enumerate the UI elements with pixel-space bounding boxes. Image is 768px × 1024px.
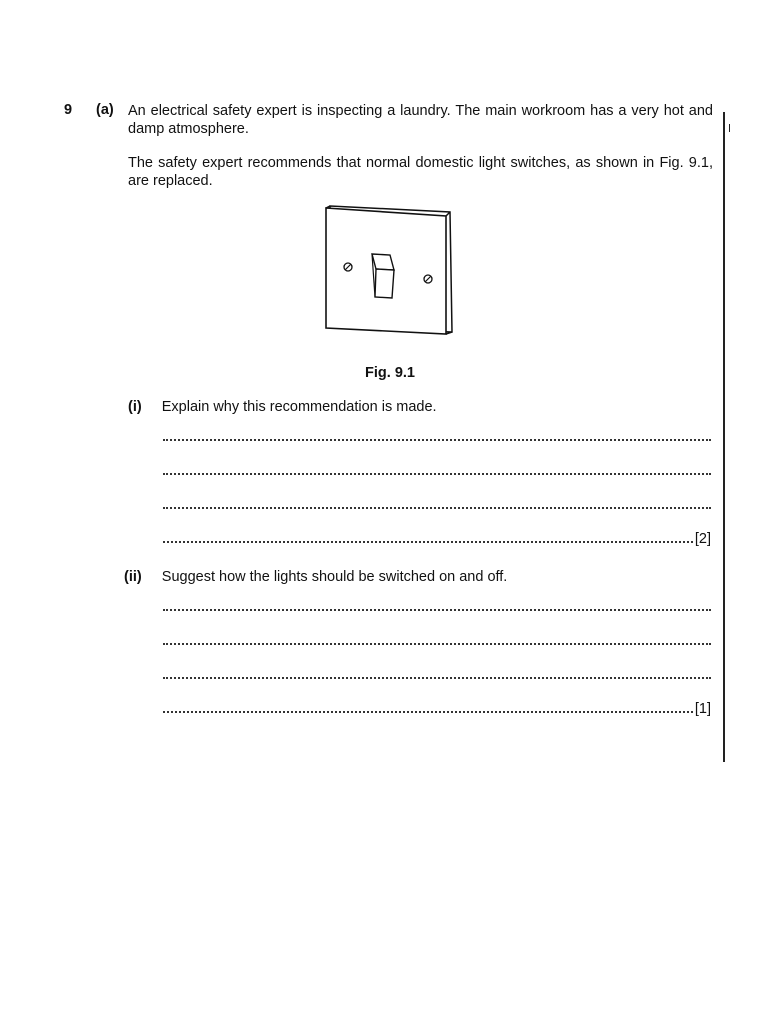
- sub-question-ii-label: (ii): [124, 569, 142, 585]
- marks-ii: [1]: [694, 701, 711, 717]
- sub-question-i-text: Explain why this recommendation is made.: [161, 399, 437, 415]
- answer-line[interactable]: [163, 430, 711, 444]
- answer-line[interactable]: [163, 464, 711, 478]
- part-a-label: (a): [96, 102, 114, 118]
- sub-question-ii: [124, 568, 507, 586]
- light-switch-figure: [320, 200, 460, 340]
- question-number: 9: [64, 102, 73, 118]
- margin-tick: [729, 124, 730, 132]
- sub-question-ii-text: Suggest how the lights should be switched on and off.: [161, 569, 508, 585]
- answer-line[interactable]: [163, 600, 711, 614]
- answer-line[interactable]: [163, 634, 711, 648]
- answer-line[interactable]: [163, 532, 711, 546]
- sub-question-i-label: (i): [128, 399, 142, 415]
- question-intro: An electrical safety expert is inspecting a laundry. The main workroom has a very hot and damp atmosphere.: [128, 103, 713, 137]
- sub-question-i: [128, 398, 437, 416]
- answer-line[interactable]: [163, 668, 711, 682]
- answer-line[interactable]: [163, 498, 711, 512]
- figure-caption: Fig. 9.1: [365, 365, 415, 381]
- marks-i: [2]: [694, 531, 711, 547]
- question-recommendation: The safety expert recommends that normal domestic light switches, as shown in Fig. 9.1, are replaced.: [128, 155, 713, 189]
- answer-line[interactable]: [163, 702, 711, 716]
- margin-rule: [723, 112, 725, 762]
